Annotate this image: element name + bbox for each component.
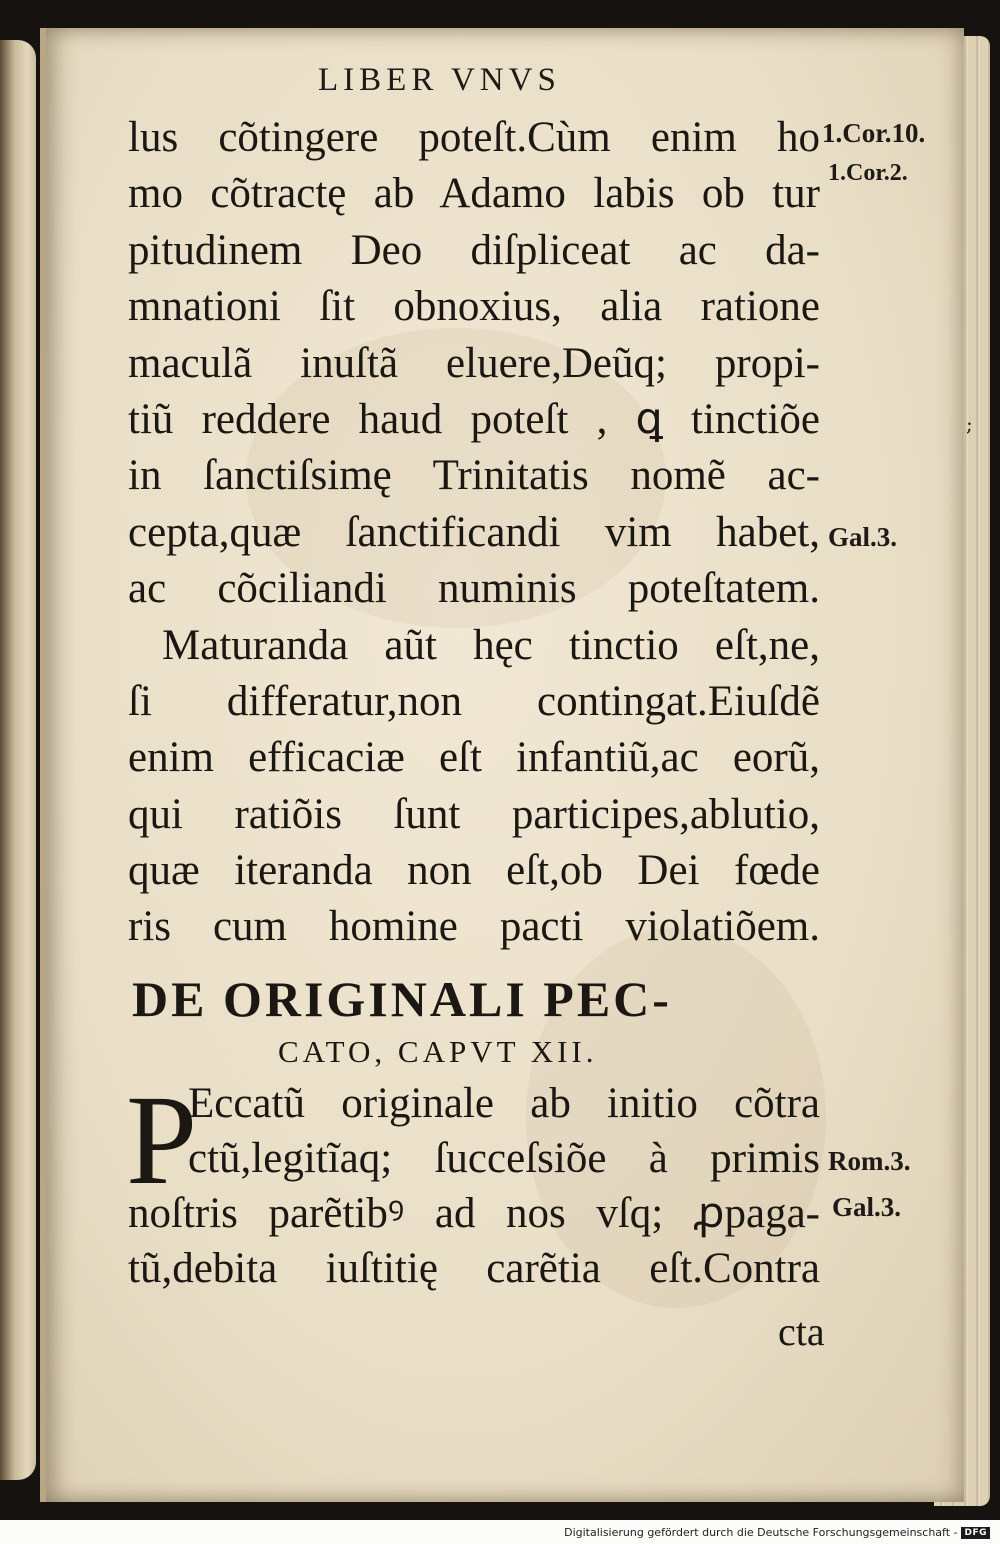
text-line: ctũ,legitĩaq; ſucceſsiõe à primis	[188, 1135, 820, 1182]
text-line: pitudinem Deo diſpliceat ac da-	[128, 226, 820, 274]
text-line: Eccatũ originale ab initio cõtra	[188, 1080, 820, 1127]
main-paragraph	[128, 110, 820, 956]
margin-note: Rom.3.	[828, 1146, 911, 1176]
text-line: cepta,quæ ſanctificandi vim habet,	[128, 508, 820, 556]
margin-note: 1.Cor.10.	[822, 118, 926, 148]
dfg-logo-icon: DFG	[961, 1527, 990, 1539]
text-line: ac cõciliandi numinis poteſtatem.	[128, 565, 820, 613]
footer-text: Digitalisierung gefördert durch die Deutsche Forschungsgemeinschaft -	[564, 1526, 958, 1539]
text-line: noſtris parẽtibꝰ ad nos vſq; ꝓpaga-	[128, 1190, 820, 1237]
text-line: tiũ reddere haud poteſt , ꝗ tinctiõe	[128, 395, 820, 443]
edge-mark: ;	[966, 412, 973, 436]
drop-cap: P	[126, 1069, 198, 1211]
margin-note: Gal.3.	[832, 1192, 902, 1222]
text-line: qui ratiõis ſunt participes,ablutio,	[128, 790, 820, 838]
text-line: Maturanda aũt hęc tinctio eſt,ne,	[162, 621, 820, 669]
margin-note: Gal.3.	[828, 522, 898, 552]
text-line: in ſanctiſsimę Trinitatis nomẽ ac-	[128, 452, 820, 500]
footer-credit	[564, 1526, 990, 1539]
text-line: mnationi ſit obnoxius, alia ratione	[128, 283, 820, 331]
margin-note: 1.Cor.2.	[828, 160, 908, 186]
text-line: mo cõtractę ab Adamo labis ob tur	[128, 170, 820, 218]
running-title: LIBER VNVS	[318, 62, 561, 98]
text-line: lus cõtingere poteſt.Cùm enim ho	[128, 114, 820, 161]
facing-page-edge	[0, 40, 36, 1480]
text-line: tũ,debita iuſtitię carẽtia eſt.Contra	[128, 1245, 820, 1292]
text-line: maculã inuſtã eluere,Deũq; propi-	[128, 339, 820, 387]
text-line: quæ iteranda non eſt,ob Dei fœde	[128, 847, 820, 895]
text-line: ris cum homine pacti violatiõem.	[128, 903, 820, 951]
catchword: cta	[778, 1309, 825, 1354]
chapter-paragraph	[126, 1069, 820, 1296]
chapter-heading: DE ORIGINALI PEC-	[132, 971, 672, 1027]
chapter-subheading: CATO, CAPVT XII.	[278, 1034, 598, 1069]
text-line: ſi differatur,non contingat.Eiuſdẽ	[128, 677, 820, 725]
text-line: enim efficaciæ eſt infantiũ,ac eorũ,	[128, 734, 820, 782]
